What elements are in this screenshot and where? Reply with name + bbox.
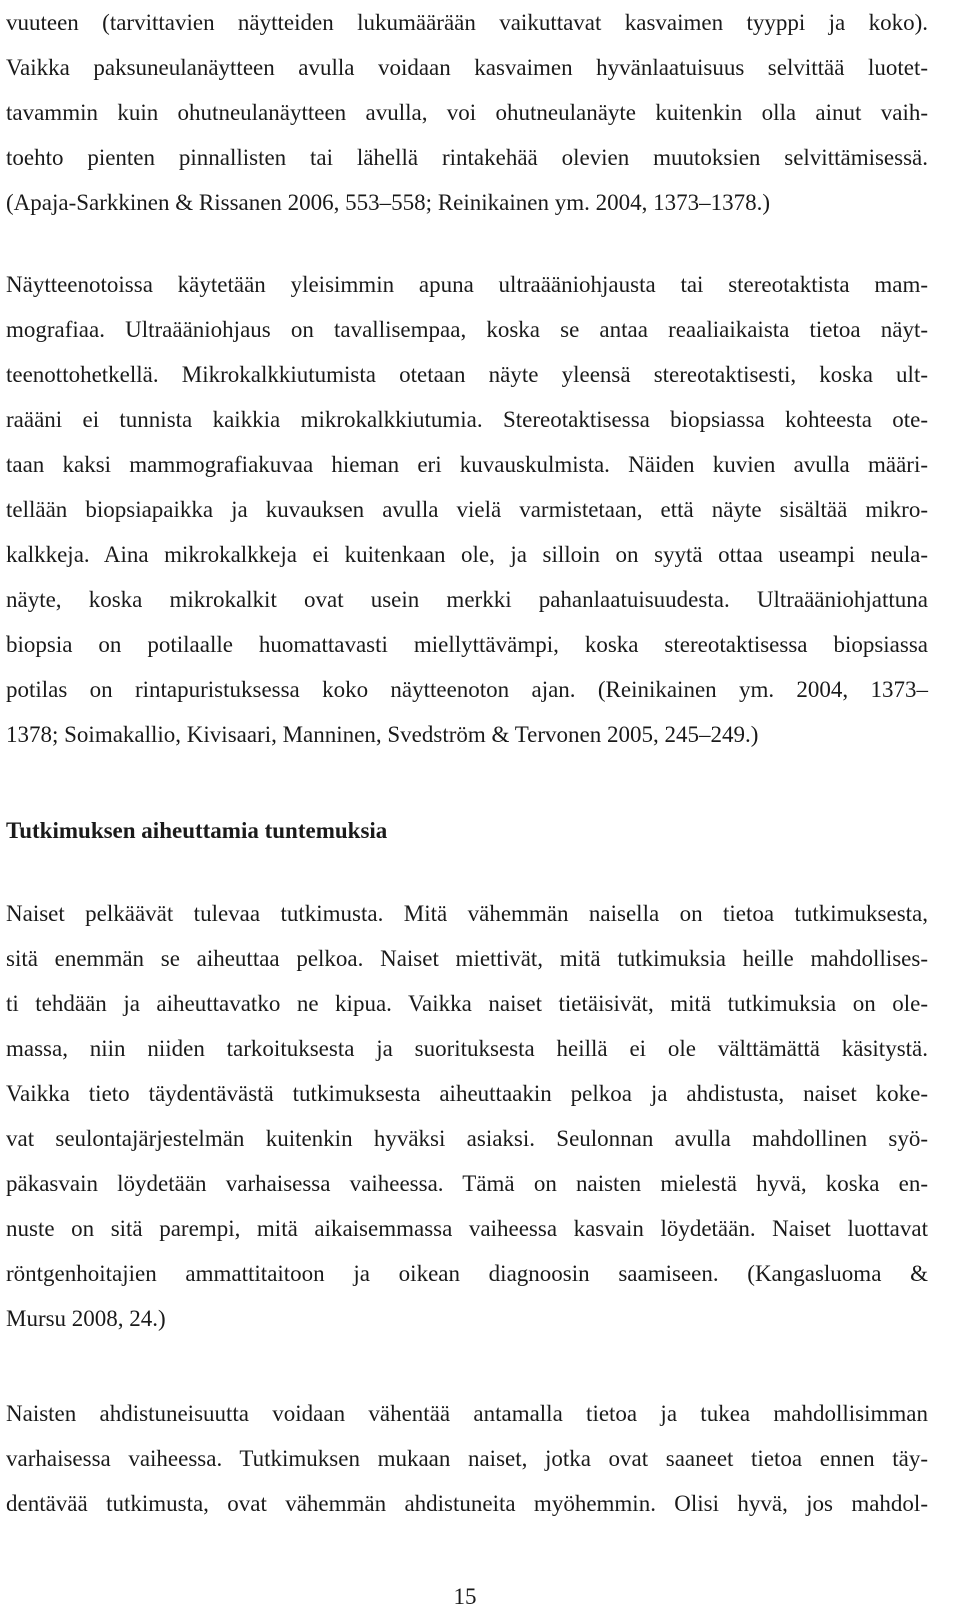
text-line: tavammin kuin ohutneulanäytteen avulla, voi ohutneulanäyte kuitenkin olla ainut vaih- xyxy=(6,100,928,125)
text-line: nuste on sitä parempi, mitä aikaisemmassa vaiheessa kasvain löydetään. Naiset luottavat xyxy=(6,1216,928,1241)
text-line: toehto pienten pinnallisten tai lähellä rintakehää olevien muutoksien selvittämisessä. xyxy=(6,145,928,170)
text-line: Naisten ahdistuneisuutta voidaan vähentää antamalla tietoa ja tukea mahdollisimman xyxy=(6,1401,928,1426)
text-line: taan kaksi mammografiakuvaa hieman eri kuvauskulmista. Näiden kuvien avulla määri- xyxy=(6,452,928,477)
paragraph-biopsy-types xyxy=(6,0,928,225)
text-line: päkasvain löydetään varhaisessa vaiheessa. Tämä on naisten mielestä hyvä, koska en- xyxy=(6,1171,928,1196)
page-number: 15 xyxy=(453,1584,477,1609)
text-line: massa, niin niiden tarkoituksesta ja suorituksesta heillä ei ole välttämättä käsitystä. xyxy=(6,1036,928,1061)
text-line: kalkkeja. Aina mikrokalkkeja ei kuitenkaan ole, ja silloin on syytä ottaa useampi neula- xyxy=(6,542,928,567)
paragraph-anxiety xyxy=(6,1391,928,1526)
text-line: Vaikka tieto täydentävästä tutkimuksesta aiheuttaakin pelkoa ja ahdistusta, naiset koke- xyxy=(6,1081,928,1106)
text-line: röntgenhoitajien ammattitaitoon ja oikean diagnoosin saamiseen. (Kangasluoma & xyxy=(6,1261,928,1286)
text-line: Naiset pelkäävät tulevaa tutkimusta. Mitä vähemmän naisella on tietoa tutkimuksesta, xyxy=(6,901,928,926)
text-line: tellään biopsiapaikka ja kuvauksen avulla vielä varmistetaan, että näyte sisältää mikro- xyxy=(6,497,928,522)
text-line: teenottohetkellä. Mikrokalkkiutumista otetaan näyte yleensä stereotaktisesti, koska ult- xyxy=(6,362,928,387)
text-line: näyte, koska mikrokalkit ovat usein merkki pahanlaatuisuudesta. Ultraääniohjattuna xyxy=(6,587,928,612)
text-line: Näytteenotoissa käytetään yleisimmin apuna ultraääniohjausta tai stereotaktista mam- xyxy=(6,272,928,297)
text-line: ti tehdään ja aiheuttavatko ne kipua. Vaikka naiset tietäisivät, mitä tutkimuksia on ole- xyxy=(6,991,928,1016)
text-line: varhaisessa vaiheessa. Tutkimuksen mukaan naiset, jotka ovat saaneet tietoa ennen täy- xyxy=(6,1446,928,1471)
text-line: sitä enemmän se aiheuttaa pelkoa. Naiset miettivät, mitä tutkimuksia heille mahdollises- xyxy=(6,946,928,971)
paragraph-sampling-guidance xyxy=(6,262,928,757)
text-line: biopsia on potilaalle huomattavasti miellyttävämpi, koska stereotaktisessa biopsiassa xyxy=(6,632,928,657)
text-line: dentävää tutkimusta, ovat vähemmän ahdistuneita myöhemmin. Olisi hyvä, jos mahdol- xyxy=(6,1491,928,1516)
text-line: (Apaja-Sarkkinen & Rissanen 2006, 553–558; Reinikainen ym. 2004, 1373–1378.) xyxy=(6,190,771,215)
text-line: Vaikka paksuneulanäytteen avulla voidaan kasvaimen hyvänlaatuisuus selvittää luotet- xyxy=(6,55,928,80)
text-line: vat seulontajärjestelmän kuitenkin hyväksi asiaksi. Seulonnan avulla mahdollinen syö- xyxy=(6,1126,928,1151)
text-line: Mursu 2008, 24.) xyxy=(6,1306,166,1331)
text-line: potilas on rintapuristuksessa koko näytteenoton ajan. (Reinikainen ym. 2004, 1373– xyxy=(6,677,928,702)
text-line: vuuteen (tarvittavien näytteiden lukumäärään vaikuttavat kasvaimen tyyppi ja koko). xyxy=(6,10,928,35)
paragraph-fears xyxy=(6,891,928,1341)
text-line: 1378; Soimakallio, Kivisaari, Manninen, Svedström & Tervonen 2005, 245–249.) xyxy=(6,722,759,747)
text-line: mografiaa. Ultraääniohjaus on tavallisempaa, koska se antaa reaaliaikaista tietoa näyt- xyxy=(6,317,928,342)
section-heading: Tutkimuksen aiheuttamia tuntemuksia xyxy=(6,818,388,843)
text-line: raääni ei tunnista kaikkia mikrokalkkiutumia. Stereotaktisessa biopsiassa kohteesta ote- xyxy=(6,407,928,432)
